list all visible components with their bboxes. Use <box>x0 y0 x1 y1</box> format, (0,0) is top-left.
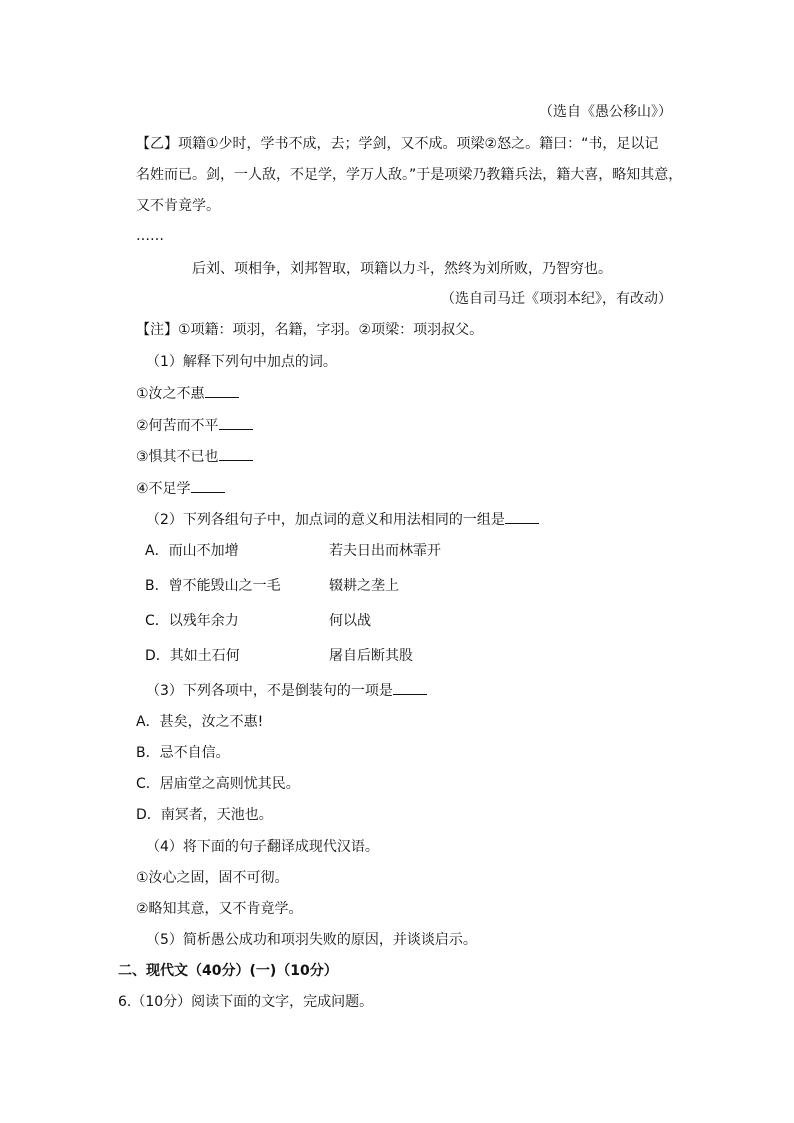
answer-blank[interactable] <box>219 415 253 430</box>
question-1-item-3: ③惧其不已也 <box>136 446 253 467</box>
answer-blank[interactable] <box>191 478 225 493</box>
question-5-stem: （5）简析愚公成功和项羽失败的原因，并谈谈启示。 <box>146 932 477 948</box>
question-1-item-4: ④不足学 <box>136 478 225 499</box>
source-citation-2: （选自司马迁《项羽本纪》，有改动） <box>441 291 672 307</box>
question-3-stem: （3）下列各项中，不是倒装句的一项是 <box>146 680 427 701</box>
question-2-option-b: B．曾不能毁山之一毛 辍耕之垄上 <box>145 578 399 594</box>
answer-blank[interactable] <box>505 509 539 524</box>
annotation-note: 【注】①项籍：项羽，名籍，字羽。②项梁：项羽叔父。 <box>136 322 484 338</box>
passage-b-line-4: 后刘、项相争，刘邦智取，项籍以力斗，然终为刘所败，乃智穷也。 <box>192 261 612 277</box>
question-2-option-d: D．其如土石何 屠自后断其股 <box>145 648 413 664</box>
passage-b-line-2: 名姓而已。剑，一人敌，不足学，学万人敌。”于是项梁乃教籍兵法，籍大喜，略知其意， <box>136 167 683 183</box>
question-2-stem: （2）下列各组句子中，加点词的意义和用法相同的一组是 <box>146 509 539 530</box>
question-4-stem: （4）将下面的句子翻译成现代汉语。 <box>146 839 379 855</box>
section-2-heading: 二、现代文（40分）(一)（10分） <box>118 963 338 979</box>
question-3-option-c: C．居庙堂之高则忧其民。 <box>136 776 300 792</box>
question-3-option-a: A．甚矣，汝之不惠! <box>136 714 264 730</box>
question-3-option-d: D．南冥者，天池也。 <box>136 807 273 823</box>
answer-blank[interactable] <box>219 446 253 461</box>
question-4-item-1: ①汝心之固，固不可彻。 <box>136 870 289 886</box>
passage-b-line-3: 又不肯竟学。 <box>136 198 220 214</box>
question-1-item-2: ②何苦而不平 <box>136 415 253 436</box>
question-2-option-c: C．以残年余力 何以战 <box>145 613 371 629</box>
answer-blank[interactable] <box>393 680 427 695</box>
source-citation-1: （选自《愚公移山》） <box>539 104 672 120</box>
passage-b-line-1: 【乙】项籍①少时，学书不成，去；学剑，又不成。项梁②怒之。籍曰：“书，足以记 <box>136 136 659 152</box>
question-1-item-1: ①汝之不惠 <box>136 383 239 404</box>
question-6-stem: 6.（10分）阅读下面的文字，完成问题。 <box>118 994 374 1010</box>
answer-blank[interactable] <box>205 383 239 398</box>
question-3-option-b: B．忌不自信。 <box>136 745 230 761</box>
question-2-option-a: A．而山不加增 若夫日出而林霏开 <box>145 543 441 559</box>
ellipsis: …… <box>136 228 164 244</box>
question-1-stem: （1）解释下列句中加点的词。 <box>146 354 337 370</box>
question-4-item-2: ②略知其意，又不肯竟学。 <box>136 901 303 917</box>
